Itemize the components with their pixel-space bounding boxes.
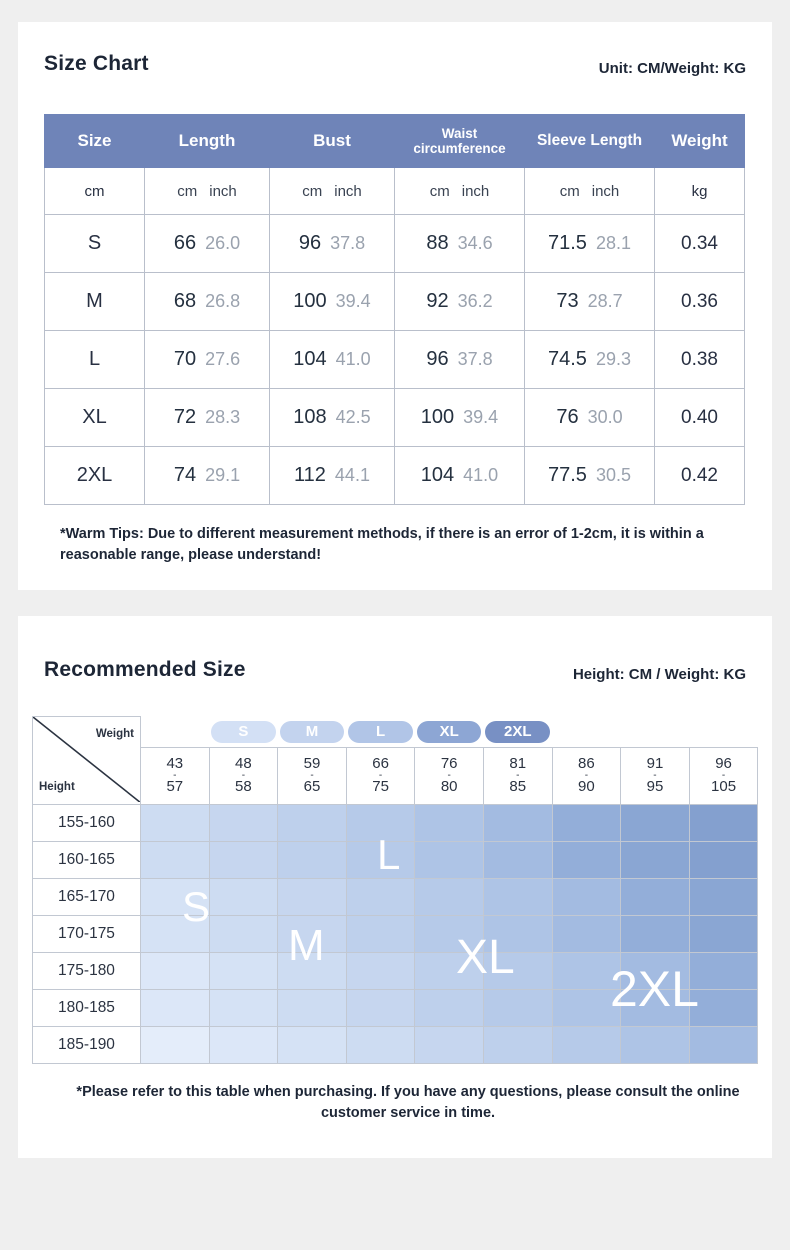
unit-bust <box>270 168 395 215</box>
row-waist-cm: 96 <box>426 348 449 370</box>
row-size: M <box>45 273 145 331</box>
row-length <box>145 389 270 447</box>
grid-cell <box>483 841 552 878</box>
row-sleeve <box>525 447 655 505</box>
weight-range-cell: 76 - 80 <box>415 747 484 804</box>
grid-cell <box>483 878 552 915</box>
weight-range-max: 95 <box>646 777 664 795</box>
grid-cell <box>621 841 690 878</box>
grid-cell <box>483 1026 552 1063</box>
table-row <box>33 804 758 841</box>
row-bust-inch: 44.1 <box>334 465 370 485</box>
unit-bust-inch: inch <box>334 182 362 200</box>
row-length <box>145 215 270 273</box>
weight-range-cell: 96 - 105 <box>689 747 758 804</box>
grid-cell <box>552 989 621 1026</box>
row-sleeve-inch: 30.0 <box>587 407 623 427</box>
row-waist <box>395 273 525 331</box>
row-length <box>145 273 270 331</box>
weight-range-cell: 81 - 85 <box>483 747 552 804</box>
grid-cell <box>415 841 484 878</box>
weight-range-max: 58 <box>235 777 252 795</box>
row-bust <box>270 447 395 505</box>
grid-cell <box>552 952 621 989</box>
grid-cell <box>415 878 484 915</box>
grid-cell <box>209 1026 278 1063</box>
row-length-inch: 26.8 <box>205 291 241 311</box>
grid-cell <box>141 841 210 878</box>
size-chart-panel <box>18 22 772 590</box>
grid-cell <box>141 915 210 952</box>
height-range-cell: 160-165 <box>33 841 141 878</box>
table-row <box>33 1026 758 1063</box>
grid-cell <box>346 952 415 989</box>
table-row <box>33 915 758 952</box>
zone-label-l: L <box>377 831 401 878</box>
grid-cell <box>552 841 621 878</box>
row-bust-cm: 100 <box>293 290 327 312</box>
weight-range-min: 48 <box>235 755 252 772</box>
header-sleeve-length: Sleeve Length <box>525 115 655 168</box>
axis-label-height: Height <box>39 780 75 793</box>
grid-cell <box>346 989 415 1026</box>
row-length-inch: 26.0 <box>205 233 241 253</box>
grid-cell <box>689 804 758 841</box>
band-cell <box>278 717 347 748</box>
unit-sleeve <box>525 168 655 215</box>
row-weight: 0.42 <box>655 447 745 505</box>
grid-cell <box>209 804 278 841</box>
row-waist-inch: 37.8 <box>457 349 493 369</box>
table-row <box>45 273 745 331</box>
row-waist-cm: 92 <box>426 290 449 312</box>
header-length: Length <box>145 115 270 168</box>
unit-sleeve-inch: inch <box>591 182 620 200</box>
weight-range-min: 76 <box>440 755 458 772</box>
grid-cell <box>415 915 484 952</box>
table-row <box>45 215 745 273</box>
row-length-inch: 28.3 <box>205 407 241 427</box>
row-bust-cm: 112 <box>294 464 326 486</box>
band-cell <box>346 717 415 748</box>
recommended-header-row <box>33 717 758 748</box>
table-row <box>45 447 745 505</box>
row-sleeve-cm: 73 <box>556 290 579 312</box>
row-bust-inch: 41.0 <box>335 349 371 369</box>
grid-cell <box>278 952 347 989</box>
grid-cell <box>346 804 415 841</box>
weight-range-cell: 66 - 75 <box>346 747 415 804</box>
grid-cell <box>483 804 552 841</box>
row-length-cm: 70 <box>173 348 197 370</box>
band-label <box>623 721 688 743</box>
grid-cell <box>209 878 278 915</box>
row-bust-cm: 96 <box>298 232 322 254</box>
grid-cell <box>621 804 690 841</box>
grid-cell <box>141 1026 210 1063</box>
table-row <box>45 389 745 447</box>
row-waist <box>395 389 525 447</box>
grid-cell <box>415 1026 484 1063</box>
row-size: S <box>45 215 145 273</box>
row-size: XL <box>45 389 145 447</box>
row-bust-inch: 37.8 <box>330 233 366 253</box>
weight-range-cell <box>141 747 210 804</box>
size-chart-table <box>44 114 745 505</box>
row-sleeve <box>525 331 655 389</box>
header-bust: Bust <box>270 115 395 168</box>
grid-cell <box>415 952 484 989</box>
zone-label-s: S <box>182 883 211 930</box>
unit-bust-cm: cm <box>302 182 323 200</box>
row-bust-inch: 39.4 <box>335 291 371 311</box>
grid-cell <box>278 841 347 878</box>
axis-corner-cell <box>33 717 141 805</box>
band-label-m: M <box>280 721 345 743</box>
weight-range-min: 91 <box>646 755 664 772</box>
grid-cell <box>483 915 552 952</box>
row-waist-inch: 34.6 <box>457 233 493 253</box>
size-chart-title: Size Chart <box>44 52 149 75</box>
band-label-s: S <box>211 721 276 743</box>
grid-cell <box>621 878 690 915</box>
row-bust-cm: 108 <box>293 406 327 428</box>
row-weight: 0.36 <box>655 273 745 331</box>
row-weight: 0.34 <box>655 215 745 273</box>
height-range-cell: 165-170 <box>33 878 141 915</box>
grid-cell <box>483 989 552 1026</box>
unit-waist <box>395 168 525 215</box>
grid-cell <box>621 1026 690 1063</box>
row-waist-cm: 88 <box>426 232 449 254</box>
unit-row <box>45 168 745 215</box>
weight-range-min: 86 <box>578 755 595 772</box>
row-length-inch: 27.6 <box>205 349 241 369</box>
grid-cell <box>278 989 347 1026</box>
grid-cell <box>621 989 690 1026</box>
header-waist: Waist circumference <box>395 115 525 168</box>
grid-cell <box>278 915 347 952</box>
grid-cell <box>483 952 552 989</box>
table-row <box>33 952 758 989</box>
recommended-size-table <box>32 716 758 1064</box>
grid-cell <box>346 841 415 878</box>
band-label <box>554 721 619 743</box>
row-sleeve-inch: 28.7 <box>587 291 623 311</box>
row-waist-inch: 41.0 <box>463 465 499 485</box>
row-waist <box>395 447 525 505</box>
grid-cell <box>209 841 278 878</box>
unit-weight: kg <box>655 168 745 215</box>
row-length-cm: 74 <box>173 464 197 486</box>
weight-range-max: 80 <box>440 777 458 795</box>
table-row <box>33 878 758 915</box>
weight-range-sep: - <box>173 769 177 781</box>
band-label <box>691 721 756 743</box>
band-cell <box>209 717 278 748</box>
recommended-note-text: *Please refer to this table when purchasing. If you have any questions, please consult the online customer service in time. <box>76 1084 740 1122</box>
band-cell <box>483 717 552 748</box>
row-sleeve-cm: 74.5 <box>548 348 587 370</box>
zone-label-xl: XL <box>456 931 515 984</box>
band-cell <box>552 717 621 748</box>
grid-cell <box>346 1026 415 1063</box>
band-label-2xl: 2XL <box>485 721 550 743</box>
weight-range-min: 59 <box>303 755 321 772</box>
grid-cell <box>278 804 347 841</box>
grid-cell <box>689 952 758 989</box>
row-waist <box>395 215 525 273</box>
grid-cell <box>689 1026 758 1063</box>
row-waist <box>395 331 525 389</box>
weight-range-min: 81 <box>509 755 527 772</box>
row-weight: 0.40 <box>655 389 745 447</box>
recommended-size-panel <box>18 616 772 1158</box>
grid-cell <box>278 1026 347 1063</box>
row-sleeve-inch: 28.1 <box>595 233 631 253</box>
grid-cell <box>141 878 210 915</box>
unit-sleeve-cm: cm <box>559 182 580 200</box>
weight-range-max: 65 <box>303 777 321 795</box>
weight-range-max: 57 <box>166 777 184 795</box>
unit-length <box>145 168 270 215</box>
band-cell <box>415 717 484 748</box>
row-bust <box>270 389 395 447</box>
row-bust <box>270 331 395 389</box>
row-waist-cm: 100 <box>420 406 455 428</box>
grid-cell <box>415 804 484 841</box>
row-sleeve-cm: 76 <box>556 406 579 428</box>
weight-range-cell: 59 - 65 <box>278 747 347 804</box>
grid-cell <box>689 878 758 915</box>
row-sleeve-cm: 77.5 <box>548 464 587 486</box>
unit-size: cm <box>45 168 145 215</box>
band-label-xl: XL <box>417 721 482 743</box>
band-cell <box>689 717 758 748</box>
grid-cell <box>209 915 278 952</box>
table-row <box>45 331 745 389</box>
height-range-cell: 180-185 <box>33 989 141 1026</box>
grid-cell <box>552 1026 621 1063</box>
row-waist-inch: 36.2 <box>457 291 493 311</box>
row-weight: 0.38 <box>655 331 745 389</box>
grid-cell <box>141 952 210 989</box>
header-size: Size <box>45 115 145 168</box>
weight-range-row <box>33 747 758 804</box>
row-sleeve-inch: 29.3 <box>595 349 631 369</box>
weight-range-max: 75 <box>372 777 389 795</box>
weight-range-max: 105 <box>711 777 737 795</box>
grid-cell <box>552 804 621 841</box>
size-chart-header-row <box>45 115 745 168</box>
grid-cell <box>552 915 621 952</box>
unit-length-cm: cm <box>177 182 198 200</box>
grid-cell <box>552 878 621 915</box>
grid-cell <box>209 952 278 989</box>
row-length-inch: 29.1 <box>205 465 241 485</box>
table-row <box>33 989 758 1026</box>
table-row <box>33 841 758 878</box>
zone-label-m: M <box>288 921 325 970</box>
row-sleeve-inch: 30.5 <box>595 465 631 485</box>
row-size: L <box>45 331 145 389</box>
height-range-cell: 175-180 <box>33 952 141 989</box>
weight-range-min: 96 <box>715 755 732 772</box>
band-cell <box>621 717 690 748</box>
grid-cell <box>278 878 347 915</box>
row-bust-cm: 104 <box>293 348 327 370</box>
recommended-size-title: Recommended Size <box>44 658 246 681</box>
grid-cell <box>621 915 690 952</box>
weight-range-min: 43 <box>166 755 184 772</box>
zone-label-2xl: 2XL <box>610 961 699 1017</box>
row-sleeve <box>525 389 655 447</box>
grid-cell <box>689 915 758 952</box>
grid-cell <box>689 989 758 1026</box>
unit-length-inch: inch <box>209 182 237 200</box>
grid-cell <box>415 989 484 1026</box>
row-length <box>145 331 270 389</box>
unit-waist-cm: cm <box>429 182 450 200</box>
grid-cell <box>209 989 278 1026</box>
band-label-l: L <box>348 721 413 743</box>
row-length-cm: 72 <box>173 406 197 428</box>
recommended-unit-note: Height: CM / Weight: KG <box>572 666 746 683</box>
grid-cell <box>141 804 210 841</box>
band-label <box>143 721 207 743</box>
grid-cell <box>621 952 690 989</box>
height-range-cell: 155-160 <box>33 804 141 841</box>
row-sleeve <box>525 273 655 331</box>
weight-range-max: 85 <box>509 777 527 795</box>
row-bust-inch: 42.5 <box>335 407 371 427</box>
grid-cell <box>346 915 415 952</box>
row-sleeve-cm: 71.5 <box>548 232 587 254</box>
row-length <box>145 447 270 505</box>
row-size: 2XL <box>45 447 145 505</box>
header-weight: Weight <box>655 115 745 168</box>
height-range-cell: 170-175 <box>33 915 141 952</box>
grid-cell <box>346 878 415 915</box>
grid-cell <box>689 841 758 878</box>
row-bust <box>270 273 395 331</box>
size-chart-unit-note: Unit: CM/Weight: KG <box>598 60 746 77</box>
weight-range-cell: 48 - 58 <box>209 747 278 804</box>
band-cell <box>141 717 210 748</box>
row-length-cm: 68 <box>173 290 197 312</box>
warm-tips-text: *Warm Tips: Due to different measurement methods, if there is an error of 1-2cm, it is within a reasonable range, please understand! <box>60 526 704 564</box>
grid-cell <box>141 989 210 1026</box>
weight-range-max: 90 <box>578 777 595 795</box>
weight-range-cell: 86 - 90 <box>552 747 621 804</box>
row-length-cm: 66 <box>173 232 197 254</box>
weight-range-cell: 91 - 95 <box>621 747 690 804</box>
height-range-cell: 185-190 <box>33 1026 141 1063</box>
weight-range-min: 66 <box>372 755 389 772</box>
unit-waist-inch: inch <box>461 182 490 200</box>
row-sleeve <box>525 215 655 273</box>
axis-label-weight: Weight <box>95 728 134 740</box>
row-waist-inch: 39.4 <box>463 407 499 427</box>
row-bust <box>270 215 395 273</box>
row-waist-cm: 104 <box>420 464 455 486</box>
